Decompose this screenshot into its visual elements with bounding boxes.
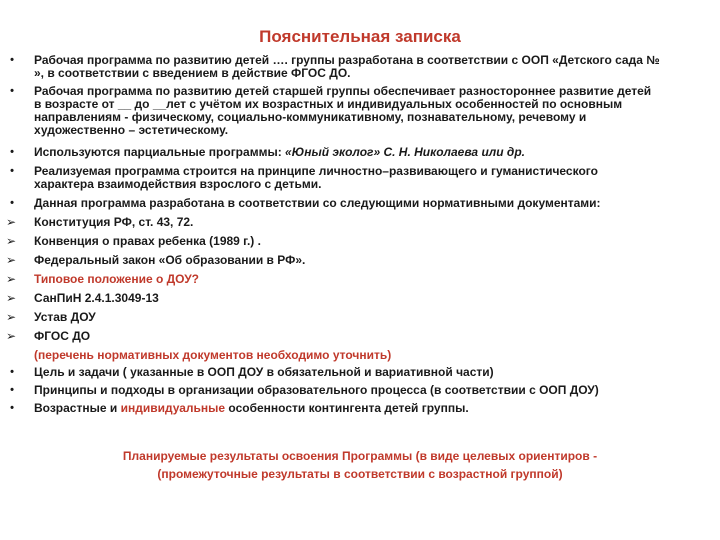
- bullet-icon: •: [10, 402, 14, 414]
- arrow-bullet-icon: ➢: [5, 329, 17, 343]
- item-text: Реализуемая программа строится на принципе личностно–развивающего и гуманистического характера взаимодействия взрослого с детьми.: [34, 164, 598, 191]
- arrow-bullet-icon: ➢: [5, 215, 17, 229]
- bullet-icon: •: [10, 165, 14, 177]
- page-title: Пояснительная записка: [259, 27, 461, 46]
- arrow-bullet-icon: ➢: [5, 291, 17, 305]
- arrow-bullet-icon: ➢: [5, 253, 17, 267]
- arrow-bullet-icon: ➢: [5, 310, 17, 324]
- bullet-icon: •: [10, 85, 14, 97]
- bullet-icon: •: [10, 384, 14, 396]
- item-text: Рабочая программа по развитию детей старшей группы обеспечивает разностороннее развитие детей в возрасте от __ до __лет с учётом их возрастных и индивидуальных особенностей по основным направлениям - физическому, социально-коммуникативному, познавательному, речевому и художественно – эстетическому.: [34, 84, 652, 137]
- item-text: Данная программа разработана в соответствии со следующими нормативными документами:: [34, 196, 601, 210]
- item-text: Рабочая программа по развитию детей …. группы разработана в соответствии с ООП «Детского сада № », в соответствии с введением в действие ФГОС ДО.: [34, 53, 660, 80]
- planned-results: Планируемые результаты освоения Программы (в виде целевых ориентиров - (промежуточные результаты в соответствии с возрастной группой): [122, 449, 598, 481]
- partial-programs-italic: «Юный эколог» С. Н. Николаева или др.: [285, 145, 525, 159]
- bullet-icon: •: [10, 197, 14, 209]
- arrow-bullet-icon: ➢: [5, 234, 17, 248]
- bullet-icon: •: [10, 146, 14, 158]
- highlight-individual: индивидуальные: [120, 401, 226, 415]
- bullet-icon: •: [10, 54, 14, 66]
- arrow-bullet-icon: ➢: [5, 272, 17, 286]
- bullet-icon: •: [10, 366, 14, 378]
- item-text: Используются парциальные программы: «Юный эколог» С. Н. Николаева или др.: [34, 145, 525, 159]
